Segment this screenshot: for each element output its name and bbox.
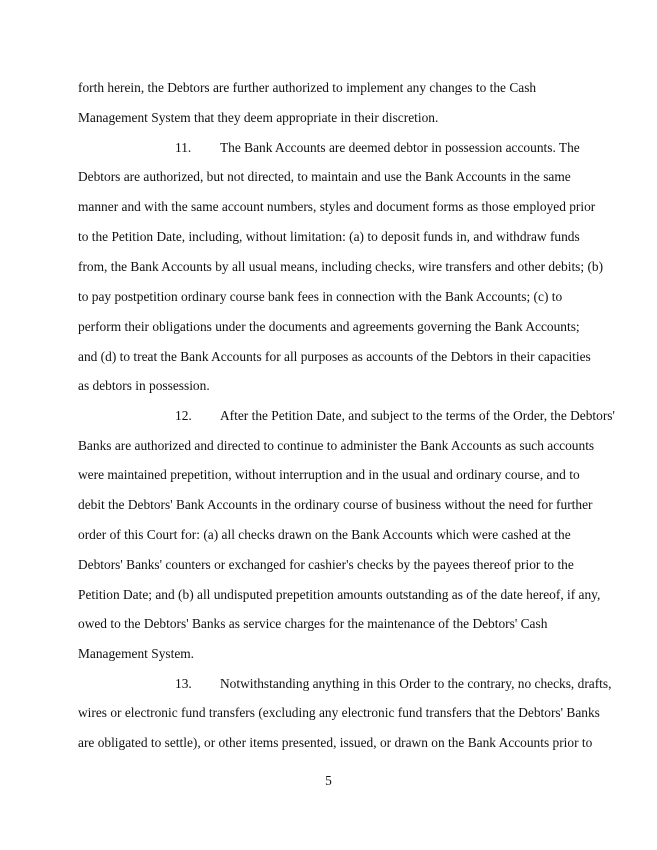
text-line: Petition Date; and (b) all undisputed prepetition amounts outstanding as of the date hereof, if any, — [78, 587, 601, 602]
text-line: are obligated to settle), or other items presented, issued, or drawn on the Bank Accounts prior to — [78, 735, 593, 750]
text-line: Management System that they deem appropriate in their discretion. — [78, 110, 439, 125]
text-line: order of this Court for: (a) all checks drawn on the Bank Accounts which were cashed at the — [78, 527, 571, 542]
text-line: manner and with the same account numbers, styles and document forms as those employed prior — [78, 199, 596, 214]
text-line: Debtors are authorized, but not directed, to maintain and use the Bank Accounts in the same — [78, 169, 571, 184]
paragraph-first-line: Notwithstanding anything in this Order to the contrary, no checks, drafts, — [220, 676, 612, 691]
paragraph-number: 13. — [175, 676, 192, 691]
text-line: debit the Debtors' Bank Accounts in the ordinary course of business without the need for further — [78, 497, 593, 512]
text-line: wires or electronic fund transfers (excluding any electronic fund transfers that the Debtors' Banks — [78, 705, 600, 720]
paragraph-first-line: After the Petition Date, and subject to the terms of the Order, the Debtors' — [220, 408, 615, 423]
text-line: and (d) to treat the Bank Accounts for all purposes as accounts of the Debtors in their capacities — [78, 349, 591, 364]
paragraph-number: 12. — [175, 408, 192, 423]
paragraph-number: 11. — [175, 140, 192, 155]
text-line: from, the Bank Accounts by all usual means, including checks, wire transfers and other debits; (b) — [78, 259, 604, 274]
text-line: were maintained prepetition, without interruption and in the usual and ordinary course, and to — [78, 467, 580, 482]
text-line: perform their obligations under the documents and agreements governing the Bank Accounts; — [78, 319, 580, 334]
page-number: 5 — [325, 773, 332, 788]
text-line: to the Petition Date, including, without limitation: (a) to deposit funds in, and withdraw funds — [78, 229, 580, 244]
text-line: to pay postpetition ordinary course bank fees in connection with the Bank Accounts; (c) to — [78, 289, 563, 304]
text-line: forth herein, the Debtors are further authorized to implement any changes to the Cash — [78, 80, 537, 95]
text-line: as debtors in possession. — [78, 378, 210, 393]
text-line: Management System. — [78, 646, 195, 661]
text-line: Debtors' Banks' counters or exchanged for cashier's checks by the payees thereof prior to the — [78, 557, 574, 572]
text-line: owed to the Debtors' Banks as service charges for the maintenance of the Debtors' Cash — [78, 616, 548, 631]
text-line: Banks are authorized and directed to continue to administer the Bank Accounts as such accounts — [78, 438, 595, 453]
paragraph-first-line: The Bank Accounts are deemed debtor in possession accounts. The — [220, 140, 580, 155]
